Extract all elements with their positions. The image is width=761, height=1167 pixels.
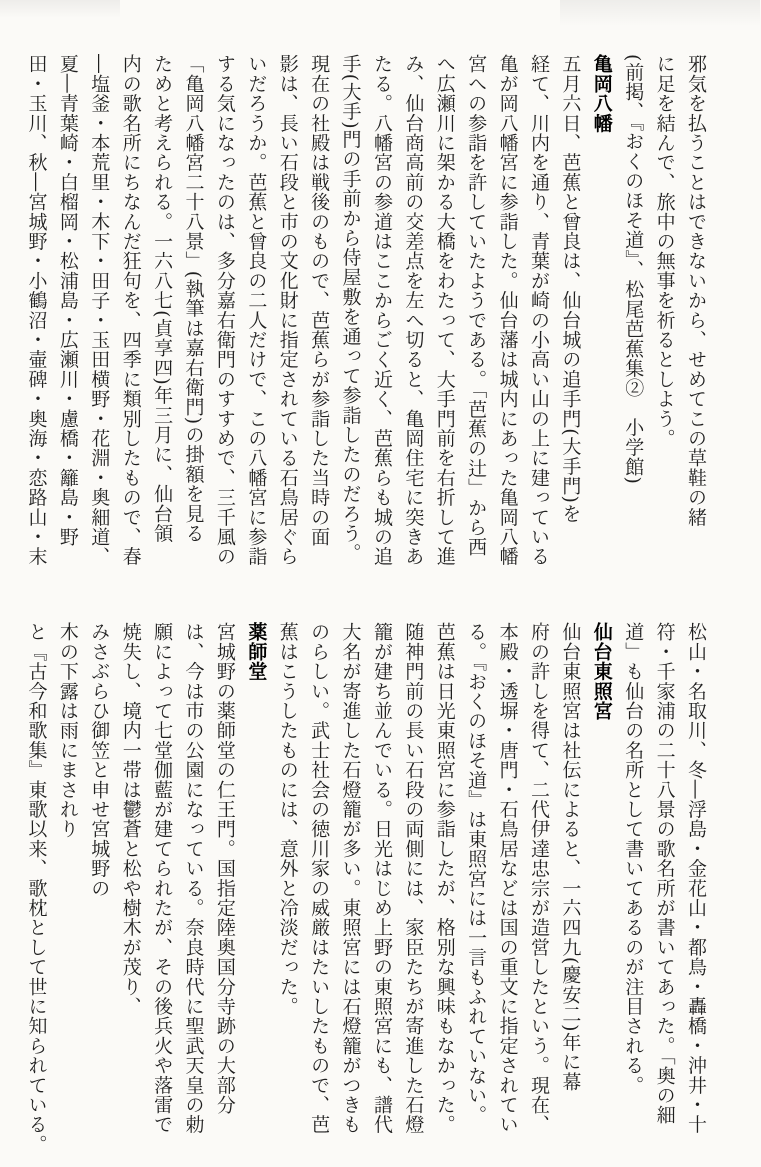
text-line: いだろうか。芭蕉と曾良の二人だけで、この八幡宮に参詣: [245, 54, 268, 567]
text-line: 焼失し、境内一帯は鬱蒼と松や樹木が茂り、: [119, 622, 142, 1016]
text-line: る。『おくのほそ道』は東照宮には一言もふれていない。: [465, 622, 488, 1125]
text-line: 籠が建ち並んでいる。日光はじめ上野の東照宮にも、譜代: [370, 622, 393, 1135]
text-line: 「亀岡八幡宮二十八景」(執筆は嘉右衛門)の掛額を見る: [182, 54, 205, 544]
text-line: する気になったのは、多分嘉右衛門のすすめで、三千風の: [213, 54, 236, 567]
text-line: 本殿・透塀・唐門・石鳥居などは国の重文に指定されてい: [496, 622, 519, 1135]
text-line: み、仙台商高前の交差点を左へ切ると、亀岡住宅に突きあ: [402, 54, 425, 567]
text-line: 符・千家浦の二十八景の歌名所が書いてあった。「奥の細: [653, 622, 676, 1125]
text-line: のらしい。武士社会の徳川家の威厳はたいしたもので、芭: [308, 622, 331, 1135]
text-line: 経て、川内を通り、青葉が崎の小高い山の上に建っている: [527, 54, 550, 567]
text-line: 芭蕉は日光東照宮に参詣したが、格別な興味もなかった。: [433, 622, 456, 1135]
text-line: 木の下露は雨にまされり: [56, 622, 79, 839]
section-heading: 仙台東照宮: [590, 622, 613, 721]
text-line: 大名が寄進した石燈籠が多い。東照宮には石燈籠がつきも: [339, 622, 362, 1135]
text-line: 影は、長い石段と市の文化財に指定されている石鳥居ぐら: [276, 54, 299, 567]
text-line: 願によって七堂伽藍が建てられたが、その後兵火や落雷で: [151, 622, 174, 1135]
text-line: みさぶらひ御笠と申せ宮城野の: [88, 622, 111, 898]
text-line: に足を結んで、旅中の無事を祈るとしよう。: [653, 54, 676, 448]
text-line: 宮への参詣を許していたようである。「芭蕉の辻」から西: [465, 54, 488, 557]
top-text-block: [20, 54, 711, 566]
text-line: 田・玉川、秋―宮城野・小鶴沼・壷碑・奥海・恋路山・末: [25, 54, 48, 567]
text-line: 宮城野の薬師堂の仁王門。国指定陸奥国分寺跡の大部分: [213, 622, 236, 1115]
text-line: 亀が岡八幡宮に参詣した。仙台藩は城内にあった亀岡八幡: [496, 54, 519, 567]
text-line: 五月六日、芭蕉と曾良は、仙台城の追手門(大手門)を: [559, 54, 582, 524]
bottom-text-block: [20, 622, 711, 1154]
section-heading: 薬師堂: [245, 622, 268, 682]
text-line: は、今は市の公園になっている。奈良時代に聖武天皇の勅: [182, 622, 205, 1135]
text-line: 現在の社殿は戦後のもので、芭蕉らが参詣した当時の面: [308, 54, 331, 547]
text-line: (前掲、『おくのほそ道』、松尾芭蕉集② 小学館): [622, 54, 645, 485]
text-line: と『古今和歌集』東歌以来、歌枕として世に知られている。: [25, 622, 48, 1154]
scan-smudge: [0, 0, 120, 18]
text-line: 蕉はこうしたものには、意外と冷淡だった。: [276, 622, 299, 1016]
text-line: 内の歌名所にちなんだ狂句を、四季に類別したもので、春: [119, 54, 142, 567]
text-line: 夏―青葉崎・白榴岡・松浦島・広瀬川・慮橋・籬島・野: [56, 54, 79, 547]
text-line: 随神門前の長い石段の両側には、家臣たちが寄進した石燈: [402, 622, 425, 1135]
text-line: 仙台東照宮は社伝によると、一六四九(慶安二)年に幕: [559, 622, 582, 1092]
text-line: 手(大手)門の手前から侍屋敷を通って参詣したのだろう。: [339, 54, 362, 563]
text-line: たる。八幡宮の参道はここからごく近く、芭蕉らも城の追: [370, 54, 393, 567]
scan-smudge: [560, 0, 760, 26]
section-heading: 亀岡八幡: [590, 54, 613, 133]
text-line: 府の許しを得て、二代伊達忠宗が造営したという。現在、: [527, 622, 550, 1135]
text-line: ためと考えられる。一六八七(貞享四)年三月に、仙台領: [151, 54, 174, 544]
text-line: へ広瀬川に架かる大橋をわたって、大手門前を右折して進: [433, 54, 456, 567]
text-line: ―塩釜・本荒里・木下・田子・玉田横野・花淵・奥細道、: [88, 54, 111, 567]
text-line: 道」も仙台の名所として書いてあるのが注目される。: [622, 622, 645, 1095]
text-line: 松山・名取川、冬―浮島・金花山・都鳥・轟橋・沖井・十: [685, 622, 707, 1135]
text-line: 邪気を払うことはできないから、せめてこの草鞋の緒: [685, 54, 707, 527]
